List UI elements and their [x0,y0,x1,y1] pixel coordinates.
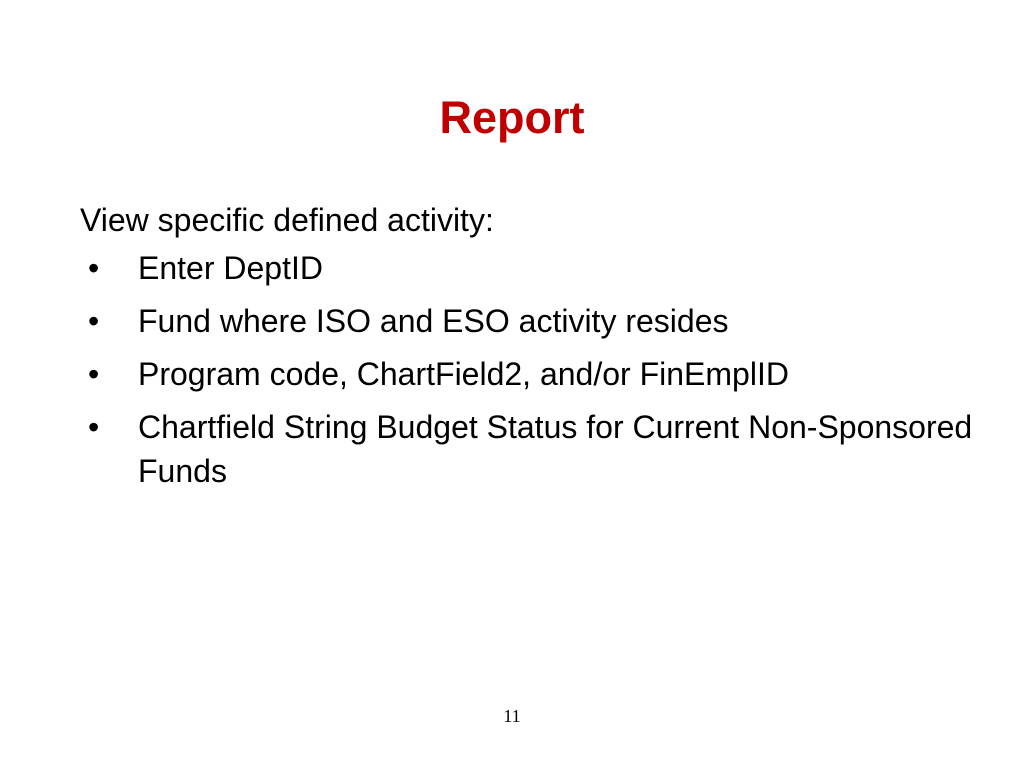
page-number: 11 [503,706,521,726]
bullet-text: Chartfield String Budget Status for Current Non-Sponsored Funds [138,409,973,489]
bullet-icon: • [88,409,100,445]
bullet-text: Enter DeptID [138,250,323,286]
bullet-icon: • [88,250,100,286]
bullet-list [80,246,980,493]
bullet-icon: • [88,356,100,392]
bullet-item [80,352,980,396]
intro-text: View specific defined activity: [80,202,494,238]
bullet-item [80,299,980,343]
slide-title: Report [439,92,585,143]
bullet-text: Program code, ChartField2, and/or FinEmplID [138,356,789,392]
slide-body [80,194,980,493]
bullet-item [80,246,980,290]
bullet-text: Fund where ISO and ESO activity resides [138,303,729,339]
bullet-item [80,405,980,493]
bullet-icon: • [88,303,100,339]
